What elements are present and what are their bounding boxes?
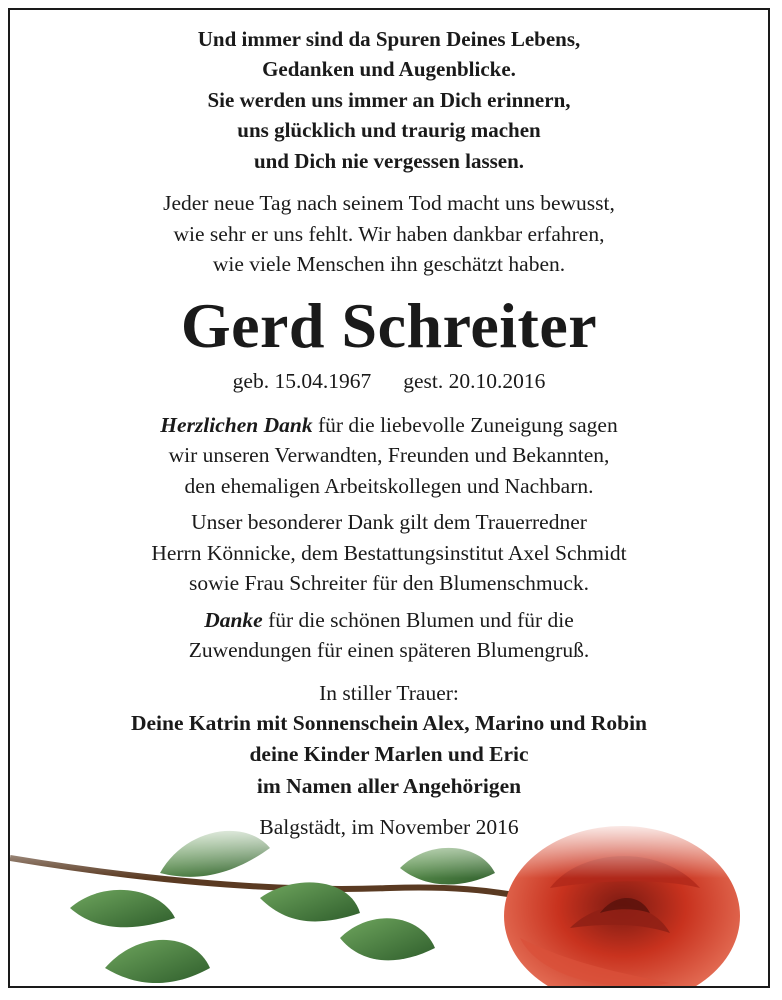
flowers-line: Zuwendungen für einen späteren Blumengruß. [188, 638, 590, 663]
poem-line: und Dich nie vergessen lassen. [253, 148, 525, 173]
birth-date: geb. 15.04.1967 [232, 368, 372, 393]
special-thanks-line: Herrn Könnicke, dem Bestattungsinstitut Axel Schmidt [151, 540, 627, 565]
intro-line: wie viele Menschen ihn geschätzt haben. [212, 252, 566, 277]
thanks-line-rest: für die liebevolle Zuneigung sagen [312, 412, 618, 437]
special-thanks-line: Unser besonderer Dank gilt dem Trauerredner [191, 510, 587, 535]
poem-line: uns glücklich und traurig machen [237, 118, 541, 143]
thanks-paragraph [10, 410, 768, 502]
deceased-name: Gerd Schreiter [180, 289, 598, 361]
flowers-thanks-paragraph [10, 605, 768, 666]
flowers-line-rest: für die schönen Blumen und für die [262, 607, 574, 632]
death-date: gest. 20.10.2016 [403, 368, 546, 393]
life-dates [10, 366, 768, 396]
memorial-poem [10, 24, 768, 176]
thanks-line [10, 410, 768, 441]
signers [10, 708, 768, 803]
intro-paragraph [10, 188, 768, 280]
notice-content [10, 24, 768, 842]
special-thanks-line: sowie Frau Schreiter für den Blumenschmuck. [188, 571, 590, 596]
place-and-date: Balgstädt, im November 2016 [259, 815, 519, 840]
flowers-line [10, 605, 768, 636]
special-thanks-paragraph [10, 507, 768, 599]
signer-line: deine Kinder Marlen und Eric [249, 742, 529, 767]
thanks-line: den ehemaligen Arbeitskollegen und Nachbarn. [184, 473, 594, 498]
thanks-line: wir unseren Verwandten, Freunden und Bekannten, [168, 443, 610, 468]
intro-line: Jeder neue Tag nach seinem Tod macht uns bewusst, [163, 191, 615, 216]
signer-line: im Namen aller Angehörigen [256, 773, 522, 798]
flowers-lead: Danke [204, 607, 263, 632]
poem-line: Sie werden uns immer an Dich erinnern, [207, 87, 571, 112]
mourning-intro: In stiller Trauer: [319, 680, 459, 705]
rose-illustration [10, 818, 770, 988]
poem-line: Und immer sind da Spuren Deines Lebens, [197, 27, 581, 51]
signer-line: Deine Katrin mit Sonnenschein Alex, Marino und Robin [130, 710, 648, 735]
poem-line: Gedanken und Augenblicke. [262, 57, 516, 82]
obituary-notice [8, 8, 770, 988]
intro-line: wie sehr er uns fehlt. Wir haben dankbar erfahren, [173, 221, 605, 246]
thanks-lead: Herzlichen Dank [160, 412, 313, 437]
